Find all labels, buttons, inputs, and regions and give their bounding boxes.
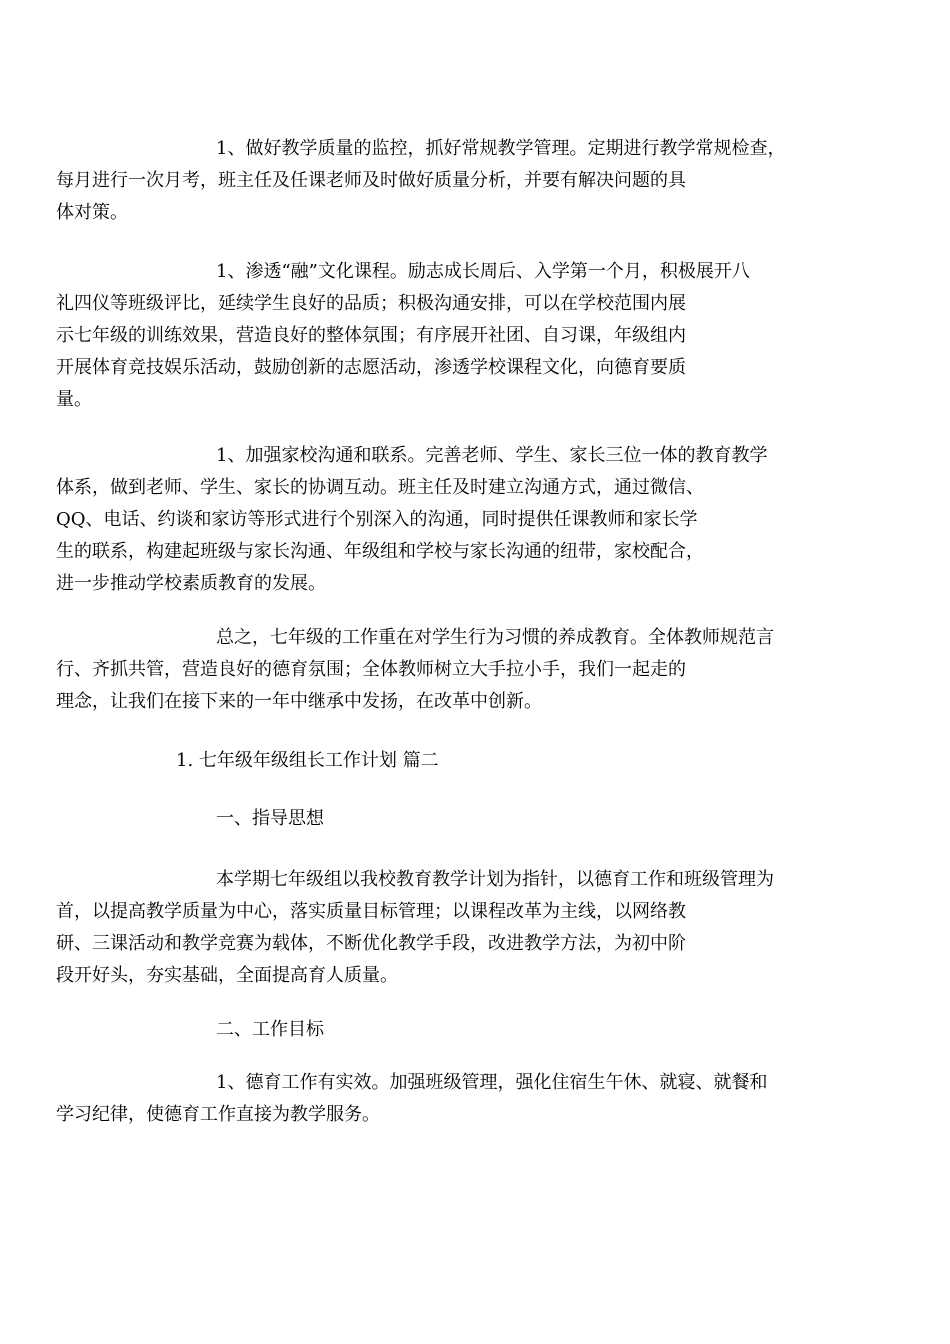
text-line: 1、德育工作有实效。加强班级管理，强化住宿生午休、就寝、就餐和 xyxy=(216,1072,768,1093)
text-line: 量。 xyxy=(56,389,92,410)
text-line: 1、加强家校沟通和联系。完善老师、学生、家长三位一体的教育教学 xyxy=(216,445,768,466)
text-line: 生的联系，构建起班级与家长沟通、年级组和学校与家长沟通的纽带，家校配合， xyxy=(56,541,704,562)
paragraph-moral-education xyxy=(56,1067,824,1131)
paragraph-guiding-thought xyxy=(56,864,824,992)
text-line: 行、齐抓共管，营造良好的德育氛围；全体教师树立大手拉小手，我们一起走的 xyxy=(56,659,686,680)
text-line: 开展体育竞技娱乐活动，鼓励创新的志愿活动，渗透学校课程文化，向德育要质 xyxy=(56,357,686,378)
paragraph-summary xyxy=(56,622,824,718)
text-line: 首，以提高教学质量为中心，落实质量目标管理；以课程改革为主线，以网络教 xyxy=(56,901,686,922)
paragraph-quality-monitoring xyxy=(56,133,824,229)
text-line: 体对策。 xyxy=(56,202,128,223)
paragraph-home-school xyxy=(56,440,824,600)
text-line: 总之，七年级的工作重在对学生行为习惯的养成教育。全体教师规范言 xyxy=(216,627,774,648)
text-line: 进一步推动学校素质教育的发展。 xyxy=(56,573,326,594)
text-line: 研、三课活动和教学竞赛为载体，不断优化教学手段，改进教学方法，为初中阶 xyxy=(56,933,686,954)
text-line: 1、渗透“融”文化课程。励志成长周后、入学第一个月，积极展开八 xyxy=(216,261,750,282)
text-line: 示七年级的训练效果，营造良好的整体氛围；有序展开社团、自习课，年级组内 xyxy=(56,325,686,346)
text-line: 体系，做到老师、学生、家长的协调互动。班主任及时建立沟通方式，通过微信、 xyxy=(56,477,704,498)
section-title: 1. 七年级年级组长工作计划 篇二 xyxy=(176,750,439,771)
text-line: QQ、电话、约谈和家访等形式进行个别深入的沟通，同时提供任课教师和家长学 xyxy=(56,509,698,530)
text-line: 礼四仪等班级评比，延续学生良好的品质；积极沟通安排，可以在学校范围内展 xyxy=(56,293,686,314)
heading-work-goals: 二、工作目标 xyxy=(216,1019,324,1040)
text-line: 段开好头，夯实基础，全面提高育人质量。 xyxy=(56,965,398,986)
text-line: 学习纪律，使德育工作直接为教学服务。 xyxy=(56,1104,380,1125)
heading-guiding-thought: 一、指导思想 xyxy=(216,808,324,829)
text-line: 理念，让我们在接下来的一年中继承中发扬，在改革中创新。 xyxy=(56,691,542,712)
text-line: 每月进行一次月考，班主任及任课老师及时做好质量分析，并要有解决问题的具 xyxy=(56,170,686,191)
paragraph-culture-course xyxy=(56,256,824,416)
text-line: 本学期七年级组以我校教育教学计划为指针，以德育工作和班级管理为 xyxy=(216,869,774,890)
text-line: 1、做好教学质量的监控，抓好常规教学管理。定期进行教学常规检查， xyxy=(216,138,786,159)
